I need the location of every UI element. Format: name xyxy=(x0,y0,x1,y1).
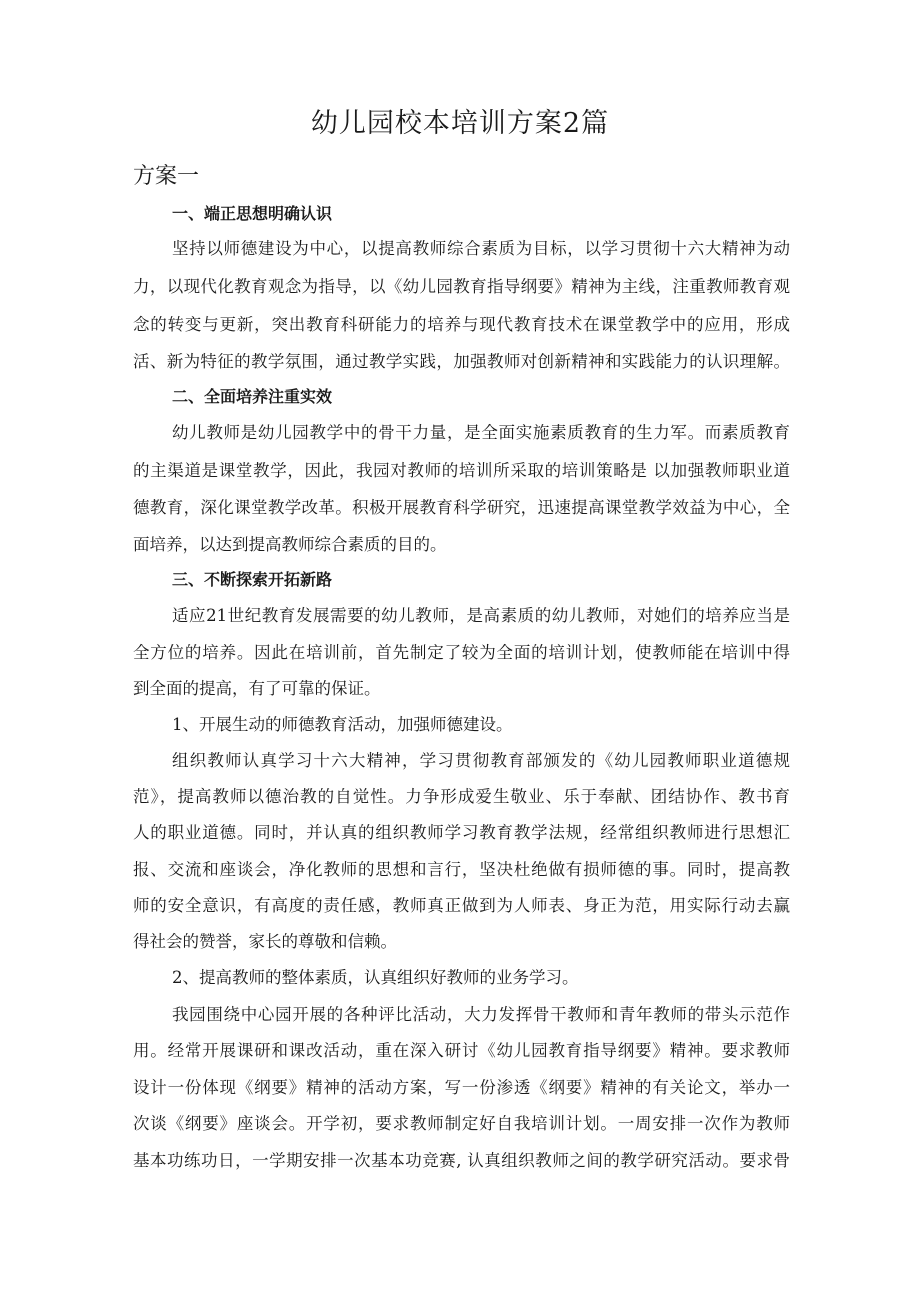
paragraph-4-line: 组织教师认真学习十六大精神，学习贯彻教育部颁发的《幼儿园教师职业道德规 xyxy=(172,751,790,770)
paragraph-5-line: 设计一份体现《纲要》精神的活动方案，写一份渗透《纲要》精神的有关论文，举办一 xyxy=(133,1078,790,1097)
paragraph-2-line: 的主渠道是课堂教学，因此，我园对教师的培训所采取的培训策略是 以加强教师职业道 xyxy=(133,461,790,480)
list-item-1: 1、开展生动的师德教育活动，加强师德建设。 xyxy=(172,715,513,734)
heading-2: 二、全面培养注重实效 xyxy=(172,387,333,406)
paragraph-2-line: 幼儿教师是幼儿园教学中的骨干力量，是全面实施素质教育的生力军。而素质教育 xyxy=(172,423,790,442)
heading-1: 一、端正思想明确认识 xyxy=(172,204,333,223)
list-item-2: 2、提高教师的整体素质，认真组织好教师的业务学习。 xyxy=(172,968,579,987)
paragraph-3-line: 适应21世纪教育发展需要的幼儿教师，是高素质的幼儿教师，对她们的培养应当是 xyxy=(172,606,790,625)
paragraph-3-line: 到全面的提高，有了可靠的保证。 xyxy=(133,679,381,698)
paragraph-5-line: 基本功练功日，一学期安排一次基本功竞赛, 认真组织教师之间的教学研究活动。要求骨 xyxy=(133,1151,790,1170)
paragraph-1-line: 活、新为特征的教学氛围，通过教学实践，加强教师对创新精神和实践能力的认识理解。 xyxy=(133,352,790,371)
paragraph-1-line: 力，以现代化教育观念为指导，以《幼儿园教育指导纲要》精神为主线，注重教师教育观 xyxy=(133,277,790,296)
paragraph-2-line: 面培养，以达到提高教师综合素质的目的。 xyxy=(133,535,447,554)
heading-3: 三、不断探索开拓新路 xyxy=(172,570,333,589)
paragraph-4-line: 报、交流和座谈会，净化教师的思想和言行，坚决杜绝做有损师德的事。同时，提高教 xyxy=(133,860,790,879)
paragraph-1-line: 念的转变与更新，突出教育科研能力的培养与现代教育技术在课堂教学中的应用，形成 xyxy=(133,315,790,334)
paragraph-5-line: 我园围绕中心园开展的各种评比活动，大力发挥骨干教师和青年教师的带头示范作 xyxy=(172,1005,790,1024)
paragraph-1-line: 坚持以师德建设为中心，以提高教师综合素质为目标，以学习贯彻十六大精神为动 xyxy=(172,239,790,258)
section-title: 方案一 xyxy=(133,164,200,189)
paragraph-2-line: 德教育，深化课堂教学改革。积极开展教育科学研究，迅速提高课堂教学效益为中心，全 xyxy=(133,498,790,517)
paragraph-4-line: 师的安全意识，有高度的责任感，教师真正做到为人师表、身正为范，用实际行动去赢 xyxy=(133,896,790,915)
paragraph-5-line: 用。经常开展课研和课改活动，重在深入研讨《幼儿园教育指导纲要》精神。要求教师 xyxy=(133,1041,790,1060)
document-title: 幼儿园校本培训方案2篇 xyxy=(310,108,610,139)
paragraph-4-line: 人的职业道德。同时，并认真的组织教师学习教育教学法规，经常组织教师进行思想汇 xyxy=(133,823,790,842)
paragraph-5-line: 次谈《纲要》座谈会。开学初，要求教师制定好自我培训计划。一周安排一次作为教师 xyxy=(133,1114,790,1133)
paragraph-4-line: 得社会的赞誉，家长的尊敬和信赖。 xyxy=(133,932,397,951)
paragraph-4-line: 范》，提高教师以德治教的自觉性。力争形成爱生敬业、乐于奉献、团结协作、教书育 xyxy=(133,787,790,806)
paragraph-3-line: 全方位的培养。因此在培训前，首先制定了较为全面的培训计划，使教师能在培训中得 xyxy=(133,643,790,662)
